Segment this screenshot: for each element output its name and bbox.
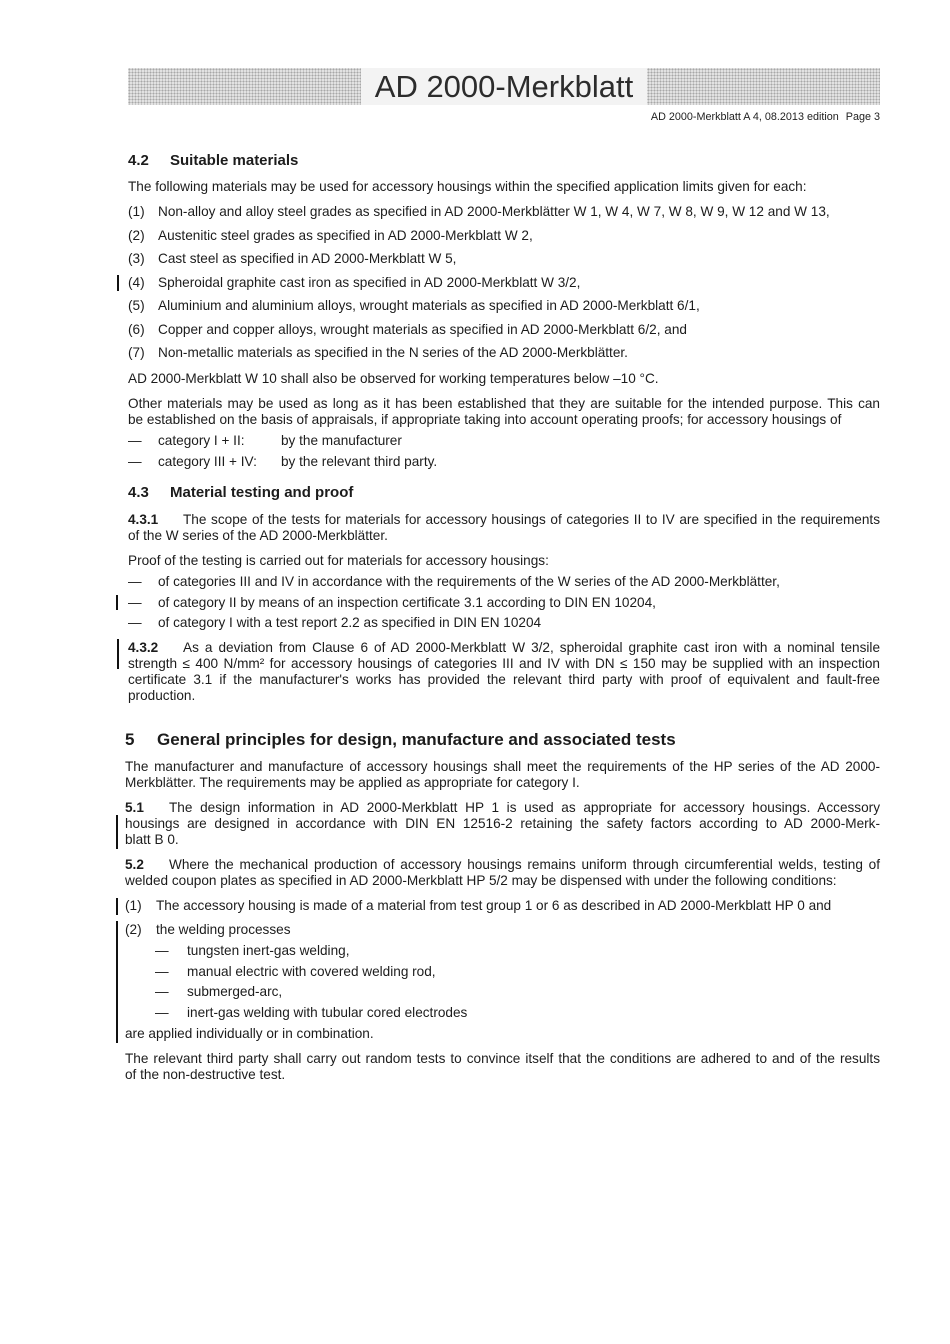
- change-bar: [117, 275, 119, 291]
- item-text: the welding processes: [156, 922, 291, 937]
- dash: —: [155, 984, 169, 1000]
- item-text: The accessory housing is made of a material from test group 1 or 6 as described in AD 2000-Merkblatt HP 0 and: [156, 898, 832, 913]
- section-title: Suitable materials: [170, 152, 299, 169]
- dash: —: [155, 963, 169, 979]
- section-title: General principles for design, manufacture and associated tests: [157, 730, 676, 749]
- section-number: 5: [125, 730, 135, 749]
- section-4-2-intro: [128, 179, 880, 195]
- item-text: manual electric with covered welding rod,: [187, 963, 436, 979]
- other-materials-paragraph: [128, 396, 880, 428]
- paragraph-line: Merkblätter. The requirements may be applied as appropriate for category I.: [125, 775, 580, 790]
- category-label: category III + IV:: [158, 454, 257, 469]
- list-item: [125, 898, 880, 914]
- final-paragraph: [125, 1051, 880, 1083]
- item-text: Non-metallic materials as specified in the N series of the AD 2000-Merkblätter.: [158, 345, 628, 360]
- list-item: [128, 224, 880, 248]
- item-text: of category II by means of an inspection certificate 3.1 according to DIN EN 10204,: [158, 594, 656, 610]
- list-item: [128, 593, 880, 614]
- edition-line: [651, 111, 880, 123]
- change-bar: [116, 898, 118, 915]
- condition-2: [125, 922, 880, 938]
- item-text: Non-alloy and alloy steel grades as specified in AD 2000-Merkblätter W 1, W 4, W 7, W 8, W 9, W 12 and W 13,: [158, 204, 830, 219]
- list-item: [128, 341, 880, 365]
- category-verifier: by the relevant third party.: [281, 454, 438, 469]
- change-bar: [116, 815, 118, 849]
- condition-1: [125, 898, 880, 914]
- proof-intro: [128, 553, 880, 569]
- category-label: category I + II:: [158, 433, 245, 448]
- paragraph-line: certificate 3.1 if the manufacturer's works has provided the relevant third party with proof of equivalent and fault-free: [128, 672, 880, 687]
- list-item: [125, 941, 880, 962]
- clause-number: 5.1: [125, 800, 144, 815]
- dash: —: [128, 433, 142, 448]
- item-text: Copper and copper alloys, wrought materials as specified in AD 2000-Merkblatt 6/2, and: [158, 321, 687, 337]
- list-item: [128, 572, 880, 593]
- clause-text: The design information in AD 2000-Merkblatt HP 1 is used as appropriate for accessory housings. Accessory: [169, 800, 880, 815]
- item-text: Aluminium and aluminium alloys, wrought materials as specified in AD 2000-Merkblatt 6/1,: [158, 298, 700, 313]
- dash: —: [155, 943, 169, 958]
- clause-4-3-2: [128, 640, 880, 704]
- category-row: [128, 430, 880, 451]
- item-text: Austenitic steel grades as specified in AD 2000-Merkblatt W 2,: [158, 227, 533, 243]
- section-5-heading: [125, 730, 880, 750]
- welding-process-list: [125, 941, 880, 1024]
- clause-text: The scope of the tests for materials for accessory housings of categories II to IV are specified in the requirements: [183, 512, 880, 527]
- proof-list: [128, 572, 880, 634]
- item-number: (5): [128, 298, 145, 313]
- section-5-intro: [125, 759, 880, 791]
- item-number: (1): [128, 204, 145, 219]
- list-item: [125, 1003, 880, 1024]
- paragraph-line: AD 2000-Merkblatt W 10 shall also be observed for working temperatures below –10 °C.: [128, 371, 659, 386]
- paragraph-line: welded coupon plates as specified in AD 2000-Merkblatt HP 5/2 may be dispensed with under the following conditions:: [125, 873, 837, 888]
- applied-note: [125, 1026, 880, 1042]
- section-number: 4.2: [128, 152, 149, 169]
- list-item: [128, 247, 880, 271]
- item-text: Spheroidal graphite cast iron as specified in AD 2000-Merkblatt W 3/2,: [158, 274, 581, 290]
- item-number: (7): [128, 345, 145, 360]
- paragraph-line: [125, 857, 880, 873]
- item-text: tungsten inert-gas welding,: [187, 943, 350, 958]
- paragraph-line: of the non-destructive test.: [125, 1067, 286, 1082]
- item-number: (2): [128, 227, 145, 243]
- item-text: of category I with a test report 2.2 as specified in DIN EN 10204: [158, 615, 542, 630]
- item-number: (3): [128, 251, 145, 266]
- materials-list: [128, 200, 880, 365]
- paragraph-line: Other materials may be used as long as it has been established that they are suitable for the intended purpose. This can: [128, 396, 880, 411]
- paragraph-line: Proof of the testing is carried out for materials for accessory housings:: [128, 553, 549, 568]
- section-4-2-heading: [128, 152, 880, 170]
- list-item: [128, 271, 880, 295]
- list-item: [128, 318, 880, 342]
- change-bar: [116, 921, 118, 1043]
- page-number: Page 3: [845, 111, 880, 123]
- document-title: AD 2000-Merkblatt: [361, 68, 647, 105]
- paragraph-line: blatt B 0.: [125, 832, 179, 847]
- item-text: submerged-arc,: [187, 984, 283, 1000]
- clause-text: Where the mechanical production of accessory housings remains uniform through circumferential welds, testing of: [169, 857, 880, 872]
- change-bar: [116, 595, 118, 610]
- paragraph-line: be established on the basis of appraisals, if appropriate taking into account operating proofs; for accessory housings of: [128, 412, 842, 427]
- item-number: (1): [125, 898, 142, 913]
- section-number: 4.3: [128, 484, 149, 501]
- dash: —: [128, 454, 142, 469]
- header-banner: [128, 68, 880, 105]
- dash: —: [128, 615, 142, 630]
- list-item: [125, 922, 880, 938]
- clause-text: As a deviation from Clause 6 of AD 2000-Merkblatt W 3/2, spheroidal graphite cast iron with a nominal tensile: [183, 640, 880, 655]
- category-list: [128, 430, 880, 472]
- list-item: [128, 200, 880, 224]
- list-item: [125, 982, 880, 1003]
- list-item: [128, 613, 880, 634]
- category-verifier: by the manufacturer: [281, 433, 402, 448]
- dash: —: [155, 1005, 169, 1021]
- paragraph-line: [128, 512, 880, 528]
- item-text: inert-gas welding with tubular cored electrodes: [187, 1005, 468, 1021]
- clause-5-2: [125, 857, 880, 889]
- paragraph-line: The manufacturer and manufacture of accessory housings shall meet the requirements of the HP series of the AD 2000-: [125, 759, 880, 774]
- section-4-3-heading: [128, 484, 880, 502]
- paragraph-line: [128, 640, 880, 656]
- paragraph-line: are applied individually or in combination.: [125, 1026, 374, 1041]
- clause-number: 4.3.1: [128, 512, 159, 527]
- clause-4-3-1: [128, 512, 880, 544]
- edition-text: AD 2000-Merkblatt A 4, 08.2013 edition: [650, 111, 839, 123]
- paragraph-line: The relevant third party shall carry out random tests to convince itself that the conditions are adhered to and of the results: [125, 1051, 880, 1066]
- item-number: (6): [128, 321, 145, 337]
- item-text: of categories III and IV in accordance with the requirements of the W series of the AD 2000-Merkblätter,: [158, 574, 780, 589]
- dash: —: [128, 574, 142, 589]
- clause-number: 5.2: [125, 857, 144, 872]
- paragraph-line: housings are designed in accordance with DIN EN 12516-2 retaining the safety factors according to AD 2000-Merk-: [125, 816, 880, 831]
- change-bar: [117, 639, 119, 669]
- item-number: (2): [125, 922, 142, 937]
- dash: —: [128, 594, 142, 610]
- list-item: [128, 294, 880, 318]
- clause-number: 4.3.2: [128, 640, 159, 655]
- category-row: [128, 451, 880, 472]
- item-text: Cast steel as specified in AD 2000-Merkblatt W 5,: [158, 251, 457, 266]
- w10-note: [128, 371, 880, 387]
- paragraph-line: The following materials may be used for accessory housings within the specified application limits given for each:: [128, 179, 807, 194]
- clause-5-1: [125, 800, 880, 848]
- paragraph-line: strength ≤ 400 N/mm² for accessory housings of categories III and IV with DN ≤ 150 may be supplied with an inspection: [128, 656, 880, 671]
- section-title: Material testing and proof: [170, 484, 354, 501]
- paragraph-line: [125, 800, 880, 816]
- item-number: (4): [128, 274, 145, 290]
- list-item: [125, 962, 880, 983]
- paragraph-line: production.: [128, 688, 196, 703]
- paragraph-line: of the W series of the AD 2000-Merkblätter.: [128, 528, 388, 543]
